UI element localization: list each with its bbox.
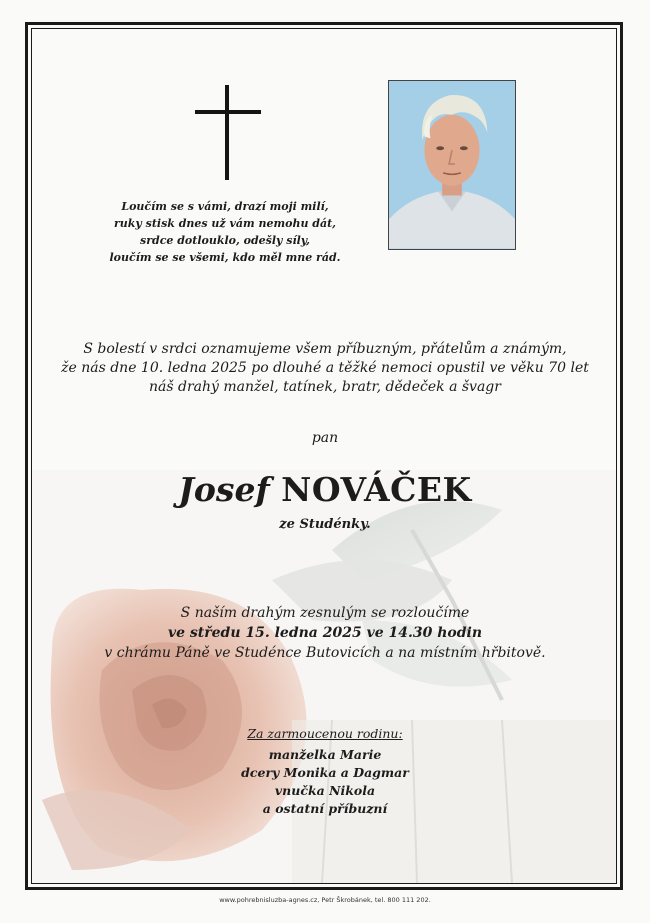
announcement-line: že nás dne 10. ledna 2025 po dlouhé a těžké nemoci opustil ve věku 70 let: [61, 360, 589, 376]
poem-line: Loučím se s vámi, drazí moji milí,: [121, 200, 329, 213]
mourner-name: a ostatní příbuzní: [262, 801, 388, 816]
cross-icon: [195, 85, 261, 180]
farewell-poem: [100, 198, 350, 266]
mourner-name: manželka Marie: [268, 747, 382, 762]
mourner-name: dcery Monika a Dagmar: [241, 765, 409, 780]
first-name: Josef: [178, 470, 270, 509]
deceased-origin: ze Studénky.: [279, 517, 371, 532]
funeral-location: v chrámu Páně ve Studénce Butovicích a na místním hřbitově.: [104, 645, 546, 661]
mourner-name: vnučka Nikola: [274, 783, 376, 798]
portrait-photo: [388, 80, 516, 250]
poem-line: loučím se se všemi, kdo měl mne rád.: [109, 251, 341, 264]
funeral-service-footer: www.pohrebnisluzba-agnes.cz, Petr Škrobánek, tel. 800 111 202.: [219, 896, 431, 904]
announcement-line: S bolestí v srdci oznamujeme všem příbuzným, přátelům a známým,: [83, 341, 567, 357]
death-announcement: [60, 340, 590, 397]
announcement-line: náš drahý manžel, tatínek, bratr, dědeček a švagr: [149, 379, 501, 395]
deceased-name: [40, 468, 610, 512]
poem-line: srdce dotlouklo, odešly síly,: [140, 234, 310, 247]
funeral-date-time: ve středu 15. ledna 2025 ve 14.30 hodin: [167, 625, 483, 641]
funeral-details: [60, 603, 590, 663]
mourners-list: [160, 725, 490, 818]
farewell-line: S naším drahým zesnulým se rozloučíme: [180, 605, 470, 621]
salutation: pan: [311, 430, 339, 446]
last-name: NOVÁČEK: [281, 470, 472, 509]
poem-line: ruky stisk dnes už vám nemohu dát,: [113, 217, 337, 230]
mourners-heading: Za zarmoucenou rodinu:: [247, 726, 403, 741]
